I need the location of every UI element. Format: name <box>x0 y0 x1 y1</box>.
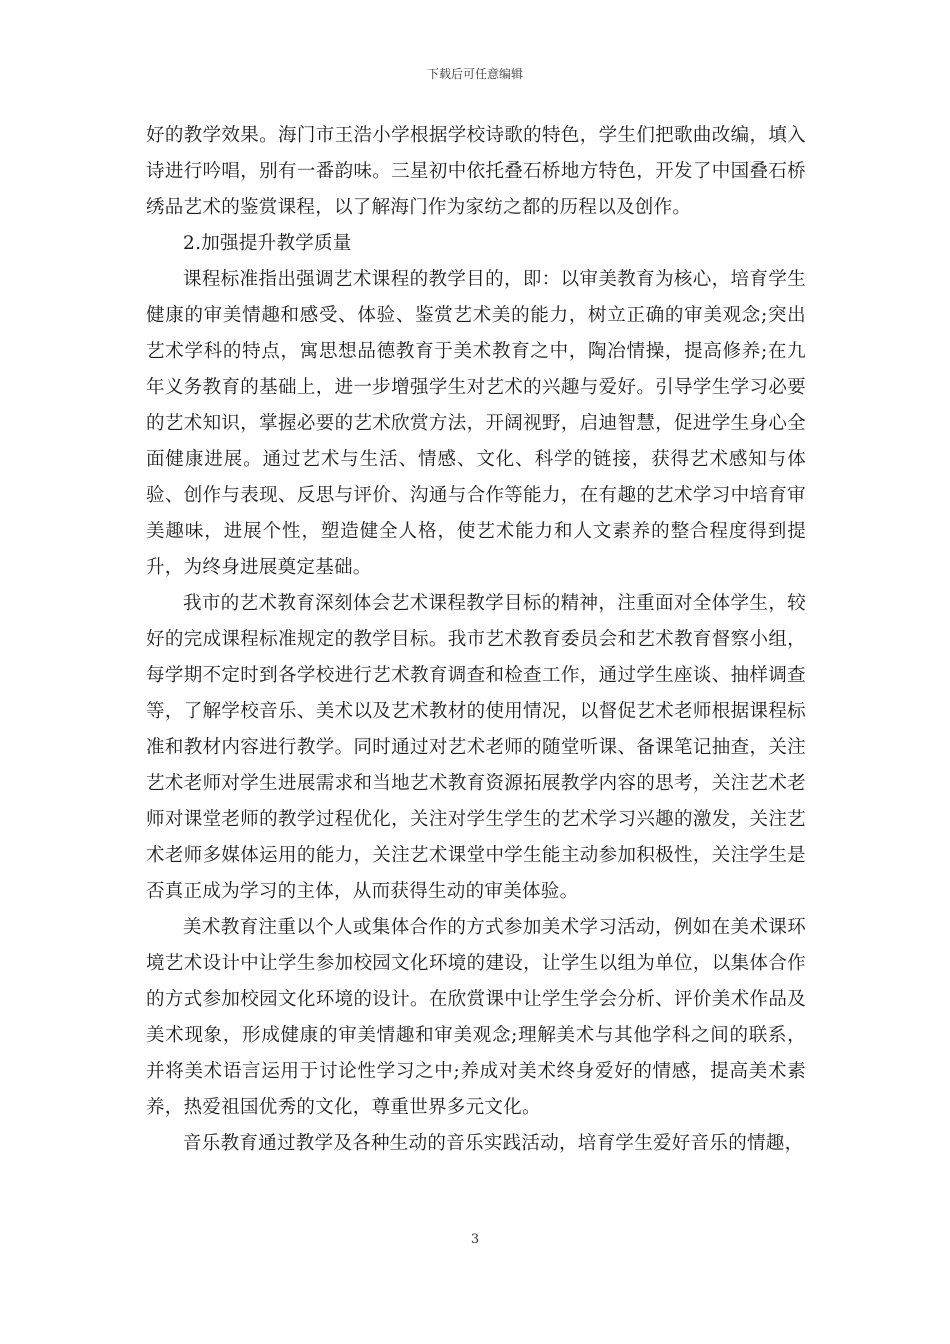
paragraph-3: 我市的艺术教育深刻体会艺术课程教学目标的精神，注重面对全体学生，较好的完成课程标准规定的教学目标。我市艺术教育委员会和艺术教育督察小组，每学期不定时到各学校进行艺术教育调查和检查工作，通过学生座谈、抽样调查等，了解学校音乐、美术以及艺术教材的使用情况，以督促艺术老师根据课程标准和教材内容进行教学。同时通过对艺术老师的随堂听课、备课笔记抽查，关注艺术老师对学生进展需求和当地艺术教育资源拓展教学内容的思考，关注艺术老师对课堂老师的教学过程优化，关注对学生学生的艺术学习兴趣的激发，关注艺术老师多媒体运用的能力，关注艺术课堂中学生能主动参加积极性，关注学生是否真正成为学习的主体，从而获得生动的审美体验。 <box>146 593 806 902</box>
paragraph-1: 好的教学效果。海门市王浩小学根据学校诗歌的特色，学生们把歌曲改编，填入诗进行吟唱，别有一番韵味。三星初中依托叠石桥地方特色，开发了中国叠石桥绣品艺术的鉴赏课程，以了解海门作为家纺之都的历程以及创作。 <box>146 125 806 218</box>
section-heading: 2.加强提升教学质量 <box>183 233 352 254</box>
paragraph-4: 美术教育注重以个人或集体合作的方式参加美术学习活动，例如在美术课环境艺术设计中让学生参加校园文化环境的建设，让学生以组为单位，以集体合作的方式参加校园文化环境的设计。在欣赏课中让学生学会分析、评价美术作品及美术现象，形成健康的审美情趣和审美观念;理解美术与其他学科之间的联系，并将美术语言运用于讨论性学习之中;养成对美术终身爱好的情感，提高美术素养，热爱祖国优秀的文化，尊重世界多元文化。 <box>146 917 806 1118</box>
body-text <box>146 118 806 1162</box>
paragraph-2: 课程标准指出强调艺术课程的教学目的，即：以审美教育为核心，培育学生健康的审美情趣和感受、体验、鉴赏艺术美的能力，树立正确的审美观念;突出艺术学科的特点，寓思想品德教育于美术教育之中，陶冶情操，提高修养;在九年义务教育的基础上，进一步增强学生对艺术的兴趣与爱好。引导学生学习必要的艺术知识，掌握必要的艺术欣赏方法，开阔视野，启迪智慧，促进学生身心全面健康进展。通过艺术与生活、情感、文化、科学的链接，获得艺术感知与体验、创作与表现、反思与评价、沟通与合作等能力，在有趣的艺术学习中培育审美趣味，进展个性，塑造健全人格，使艺术能力和人文素养的整合程度得到提升，为终身进展奠定基础。 <box>146 269 806 578</box>
paragraph-5: 音乐教育通过教学及各种生动的音乐实践活动，培育学生爱好音乐的情趣， <box>183 1133 804 1154</box>
page-header: 下载后可任意编辑 <box>426 67 523 81</box>
page-number: 3 <box>470 1232 480 1247</box>
